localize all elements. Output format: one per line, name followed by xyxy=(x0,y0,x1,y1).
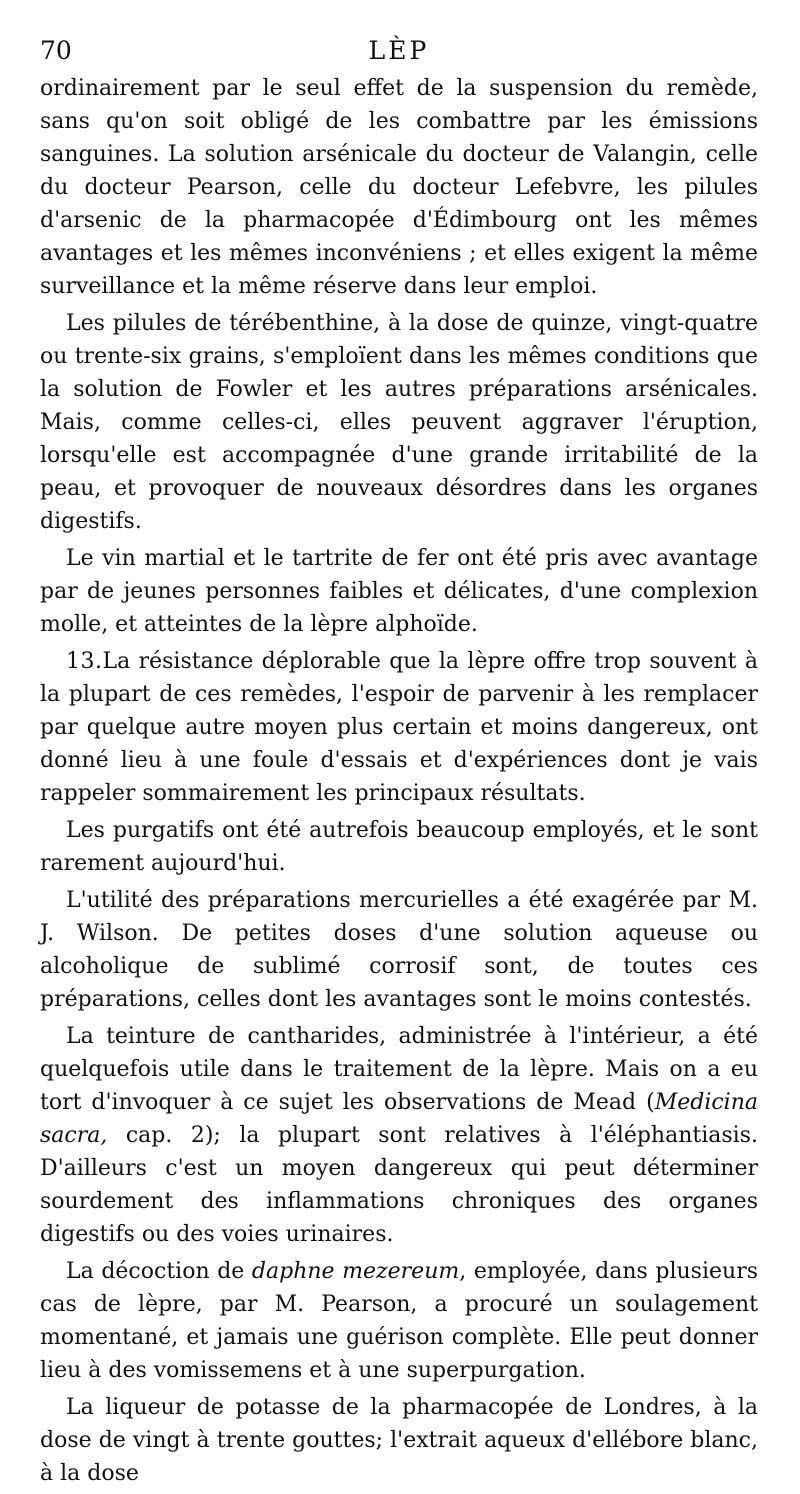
paragraph-vin-martial xyxy=(40,542,758,641)
paragraph-daphne xyxy=(40,1255,758,1387)
paragraph-text-before: La décoction de xyxy=(66,1259,252,1284)
page-number: 70 xyxy=(40,36,72,65)
paragraph-text: La résistance déplorable que la lèpre offre trop souvent à la plupart de ces remèdes, l'espoir de parvenir à les remplacer par quelque autre moyen plus certain et moins dangereux, ont donné lieu à une foule d'essais et d'expériences dont je vais rappeler sommairement les principaux résultats. xyxy=(40,649,758,806)
paragraph-arsenic-continued xyxy=(40,72,758,303)
paragraph-liqueur-potasse xyxy=(40,1391,758,1490)
body-text xyxy=(40,72,758,1490)
running-head xyxy=(40,30,758,72)
section-number: 13. xyxy=(66,649,103,674)
paragraph-text: La liqueur de potasse de la pharmacopée de Londres, à la dose de vingt à trente gouttes; l'extrait aqueux d'ellébore blanc, à la dose xyxy=(40,1395,758,1486)
italic-species-name: daphne mezereum xyxy=(251,1259,460,1284)
paragraph-cantharides xyxy=(40,1020,758,1251)
paragraph-text-after: cap. 2); la plupart sont relatives à l'éléphantiasis. D'ailleurs c'est un moyen dangereux qui peut déterminer sourdement des inflammations chroniques des organes digestifs ou des voies urinaires. xyxy=(40,1123,758,1247)
paragraph-text: Les pilules de térébenthine, à la dose de quinze, vingt-quatre ou trente-six grains, s'emploïent dans les mêmes conditions que la solution de Fowler et les autres préparations arsénicales. Mais, comme celles-ci, elles peuvent aggraver l'éruption, lorsqu'elle est accompagnée d'une grande irritabilité de la peau, et provoquer de nouveaux désordres dans les organes digestifs. xyxy=(40,311,758,534)
paragraph-purgatifs xyxy=(40,814,758,880)
paragraph-mercurielles xyxy=(40,884,758,1016)
paragraph-text-before: La teinture de cantharides, administrée à l'intérieur, a été quelquefois utile dans le traitement de la lèpre. Mais on a eu tort d'invoquer à ce sujet les observations de Mead ( xyxy=(40,1024,758,1115)
paragraph-text: Le vin martial et le tartrite de fer ont été pris avec avantage par de jeunes personnes faibles et délicates, d'une complexion molle, et atteintes de la lèpre alphoïde. xyxy=(40,546,758,637)
paragraph-section-13 xyxy=(40,645,758,810)
book-page xyxy=(40,30,758,1494)
paragraph-text-after: , employée, dans plusieurs cas de lèpre, par M. Pearson, a procuré un soulagement momentané, et jamais une guérison complète. Elle peut donner lieu à des vomissemens et à une superpurgation. xyxy=(40,1259,759,1383)
italic-citation: Medicina sacra, xyxy=(40,1090,758,1148)
paragraph-text: L'utilité des préparations mercurielles a été exagérée par M. J. Wilson. De petites doses d'une solution aqueuse ou alcoholique de sublimé corrosif sont, de toutes ces préparations, celles dont les avantages sont le moins contestés. xyxy=(40,888,758,1012)
running-title: LÈP xyxy=(368,36,430,65)
paragraph-text: ordinairement par le seul effet de la suspension du remède, sans qu'on soit obligé de les combattre par les émissions sanguines. La solution arsénicale du docteur de Valangin, celle du docteur Pearson, celle du docteur Lefebvre, les pilules d'arsenic de la pharmacopée d'Édimbourg ont les mêmes avantages et les mêmes inconvéniens ; et elles exigent la même surveillance et la même réserve dans leur emploi. xyxy=(40,76,758,299)
paragraph-terebenthine xyxy=(40,307,758,538)
paragraph-text: Les purgatifs ont été autrefois beaucoup employés, et le sont rarement aujourd'hui. xyxy=(40,818,758,876)
